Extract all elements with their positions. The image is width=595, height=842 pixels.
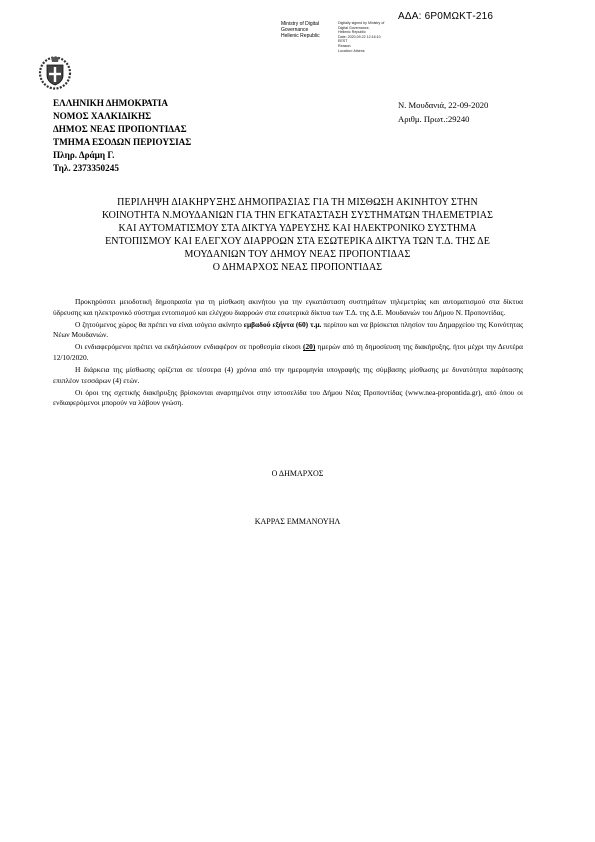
header-line: Τηλ. 2373350245: [53, 163, 119, 173]
mayor-name: ΚΑΡΡΑΣ ΕΜΜΑΝΟΥΗΛ: [254, 517, 341, 526]
document-body: [53, 297, 523, 410]
protocol-number: Αριθμ. Πρωτ.:29240: [398, 113, 470, 124]
header-line: Πληρ. Δράμη Γ.: [53, 150, 115, 160]
mayor-title: Ο ΔΗΜΑΡΧΟΣ: [271, 469, 324, 478]
title-line: ΠΕΡΙΛΗΨΗ ΔΙΑΚΗΡΥΞΗΣ ΔΗΜΟΠΡΑΣΙΑΣ ΓΙΑ ΤΗ ΜΙΣΘΩΣΗ ΑΚΙΝΗΤΟΥ ΣΤΗΝ: [117, 197, 478, 208]
signature-line: Governance: [281, 27, 309, 33]
body-text: ημερών από τη δημοσίευση της διακήρυξης, ήτοι μέχρι την Δευτέρα 12/10/2020.: [53, 342, 523, 362]
document-title: [40, 196, 555, 274]
signature-detail: Digitally signed by Ministry of: [338, 21, 385, 25]
signature-detail: Digital Governance,: [338, 25, 370, 30]
signature-line: Hellenic Republic: [281, 33, 320, 39]
title-line: ΚΑΙ ΑΥΤΟΜΑΤΙΣΜΟΥ ΣΤΑ ΔΙΚΤΥΑ ΥΔΡΕΥΣΗΣ ΚΑΙ ΗΛΕΚΤΡΟΝΙΚΟ ΣΥΣΤΗΜΑ: [118, 223, 477, 234]
body-paragraph: [53, 320, 523, 341]
body-paragraph: Η διάρκεια της μίσθωσης ορίζεται σε τέσσερα (4) χρόνια από την ημερομηνία υπογραφής της σύμβασης μίσθωσης με δυνατότητα παράτασης επιπλέον τεσσάρων (4) ετών.: [53, 365, 523, 385]
digital-signature-label: [281, 21, 320, 39]
digital-signature-details: [338, 21, 400, 53]
signature-detail: EEST: [338, 39, 348, 44]
ada-code: ΑΔΑ: 6Ρ0ΜΩΚΤ-216: [398, 11, 494, 22]
header-line: ΕΛΛΗΝΙΚΗ ΔΗΜΟΚΡΑΤΙΑ: [53, 98, 168, 108]
body-paragraph: Οι όροι της σχετικής διακήρυξης βρίσκονται αναρτημένοι στην ιστοσελίδα του Δήμου Νέας Προποντίδας (www.nea-propontida.gr), από όπου οι ενδιαφερόμενοι μπορούν να λάβουν γνώση.: [53, 387, 523, 408]
body-paragraph: [53, 342, 523, 363]
header-line: ΝΟΜΟΣ ΧΑΛΚΙΔΙΚΗΣ: [53, 111, 152, 121]
greek-emblem-icon: [38, 54, 72, 90]
signature-detail: Date: 2020.09.22 12:16:10: [338, 34, 381, 39]
body-paragraph: Προκηρύσσει μειοδοτική δημοπρασία για τη μίσθωση ακινήτου για την εγκατάσταση συστημάτων τηλεμετρίας και αυτοματισμού στα δίκτυα ύδρευσης και ηλεκτρονικό σύστημα εντοπισμού και ελέγχου διαρροών στα εσωτερικά δίκτυα των Τ.Δ. της Δ.Ε. Μουδανιών του Δήμου Ν. Προποντίδας.: [53, 297, 523, 317]
signature-detail: Reason:: [338, 43, 352, 48]
body-text: Ο ζητούμενος χώρος θα πρέπει να είναι ισόγειο ακίνητο: [75, 319, 244, 329]
signature-detail: Hellenic Republic: [338, 30, 366, 35]
title-line: ΕΝΤΟΠΙΣΜΟΥ ΚΑΙ ΕΛΕΓΧΟΥ ΔΙΑΡΡΟΩΝ ΣΤΑ ΕΣΩΤΕΡΙΚΑ ΔΙΚΤΥΑ ΤΩΝ Τ.Δ. ΤΗΣ ΔΕ: [105, 236, 490, 247]
issuer-header: [53, 97, 191, 175]
title-line: ΜΟΥΔΑΝΙΩΝ ΤΟΥ ΔΗΜΟΥ ΝΕΑΣ ΠΡΟΠΟΝΤΙΔΑΣ: [184, 249, 411, 260]
signature-line: Ministry of Digital: [281, 21, 320, 27]
title-line: Ο ΔΗΜΑΡΧΟΣ ΝΕΑΣ ΠΡΟΠΟΝΤΙΔΑΣ: [212, 262, 383, 273]
header-line: ΔΗΜΟΣ ΝΕΑΣ ΠΡΟΠΟΝΤΙΔΑΣ: [53, 124, 187, 134]
area-emphasis: εμβαδού εξήντα (60) τ.μ.: [243, 319, 322, 329]
place-date: Ν. Μουδανιά, 22-09-2020: [398, 100, 489, 110]
body-text: Οι ενδιαφερόμενοι πρέπει να εκδηλώσουν ενδιαφέρον σε προθεσμία είκοσι: [75, 342, 304, 352]
date-protocol-block: [398, 99, 488, 126]
signature-detail: Location: Athens: [338, 48, 365, 53]
title-line: ΚΟΙΝΟΤΗΤΑ Ν.ΜΟΥΔΑΝΙΩΝ ΓΙΑ ΤΗΝ ΕΓΚΑΤΑΣΤΑΣΗ ΣΥΣΤΗΜΑΤΩΝ ΤΗΛΕΜΕΤΡΙΑΣ: [101, 210, 494, 221]
body-text: περίπου και να βρίσκεται πλησίον του Δημαρχείου της Κοινότητας Νέων Μουδανιών.: [53, 319, 523, 340]
header-line: ΤΜΗΜΑ ΕΣΟΔΩΝ ΠΕΡΙΟΥΣΙΑΣ: [53, 137, 192, 147]
deadline-emphasis: (20): [303, 342, 316, 352]
